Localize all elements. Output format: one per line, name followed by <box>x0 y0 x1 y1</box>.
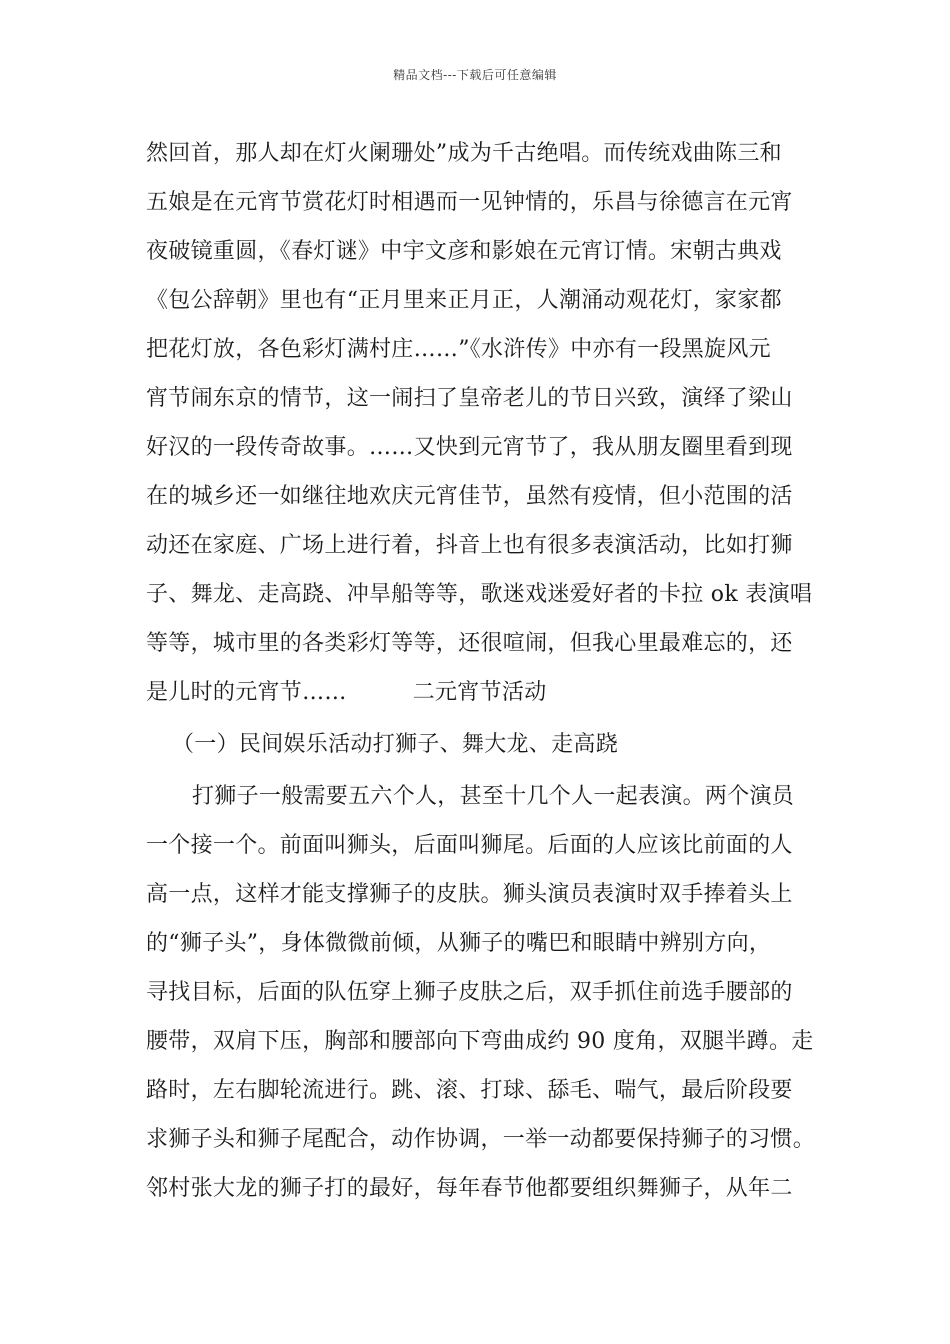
body-line: 把花灯放，各色彩灯满村庄……”《水浒传》中亦有一段黑旋风元 <box>146 337 771 362</box>
body-line: 宵节闹东京的情节，这一闹扫了皇帝老儿的节日兴致，演绎了梁山 <box>146 386 793 411</box>
body-line: 的“狮子头”，身体微微前倾，从狮子的嘴巴和眼睛中辨别方向， <box>146 931 772 956</box>
body-line: 等等，城市里的各类彩灯等等，还很喧闹，但我心里最难忘的，还 <box>146 631 793 656</box>
body-line-last <box>146 678 547 708</box>
paragraph-first-line: 打狮子一般需要五六个人，甚至十几个人一起表演。两个演员 <box>192 784 795 809</box>
body-line: 一个接一个。前面叫狮头，后面叫狮尾。后面的人应该比前面的人 <box>146 833 793 858</box>
body-line: 子、舞龙、走高跷、冲旱船等等，歌迷戏迷爱好者的卡拉 ok 表演唱 <box>146 582 813 607</box>
body-line: 然回首，那人却在灯火阑珊处”成为千古绝唱。而传统戏曲陈三和 <box>146 141 782 166</box>
body-line: 夜破镜重圆，《春灯谜》中宇文彦和影娘在元宵订情。宋朝古典戏 <box>146 239 782 264</box>
section-heading: 二元宵节活动 <box>412 680 547 705</box>
body-line-text: 是儿时的元宵节…… <box>146 680 347 705</box>
body-line: 寻找目标，后面的队伍穿上狮子皮肤之后，双手抓住前选手腰部的 <box>146 980 793 1005</box>
body-line: 五娘是在元宵节赏花灯时相遇而一见钟情的，乐昌与徐德言在元宵 <box>146 190 793 215</box>
body-line: 动还在家庭、广场上进行着，抖音上也有很多表演活动，比如打狮 <box>146 533 793 558</box>
body-line: 求狮子头和狮子尾配合，动作协调，一举一动都要保持狮子的习惯。 <box>146 1127 816 1152</box>
body-line: 高一点，这样才能支撑狮子的皮肤。狮头演员表演时双手捧着头上 <box>146 882 793 907</box>
body-line: 腰带，双肩下压，胸部和腰部向下弯曲成约 90 度角，双腿半蹲。走 <box>146 1029 814 1054</box>
page-header: 精品文档---下载后可任意编辑 <box>393 68 557 82</box>
body-line: 路时，左右脚轮流进行。跳、滚、打球、舔毛、喘气，最后阶段要 <box>146 1078 793 1103</box>
body-line: 好汉的一段传奇故事。……又快到元宵节了，我从朋友圈里看到现 <box>146 435 793 460</box>
body-line: 《包公辞朝》里也有“正月里来正月正，人潮涌动观花灯，家家都 <box>146 288 782 313</box>
subheading: （一）民间娱乐活动打狮子、舞大龙、走高跷 <box>172 732 619 757</box>
body-line: 邻村张大龙的狮子打的最好，每年春节他都要组织舞狮子，从年二 <box>146 1176 793 1201</box>
body-line: 在的城乡还一如继往地欢庆元宵佳节，虽然有疫情，但小范围的活 <box>146 484 793 509</box>
